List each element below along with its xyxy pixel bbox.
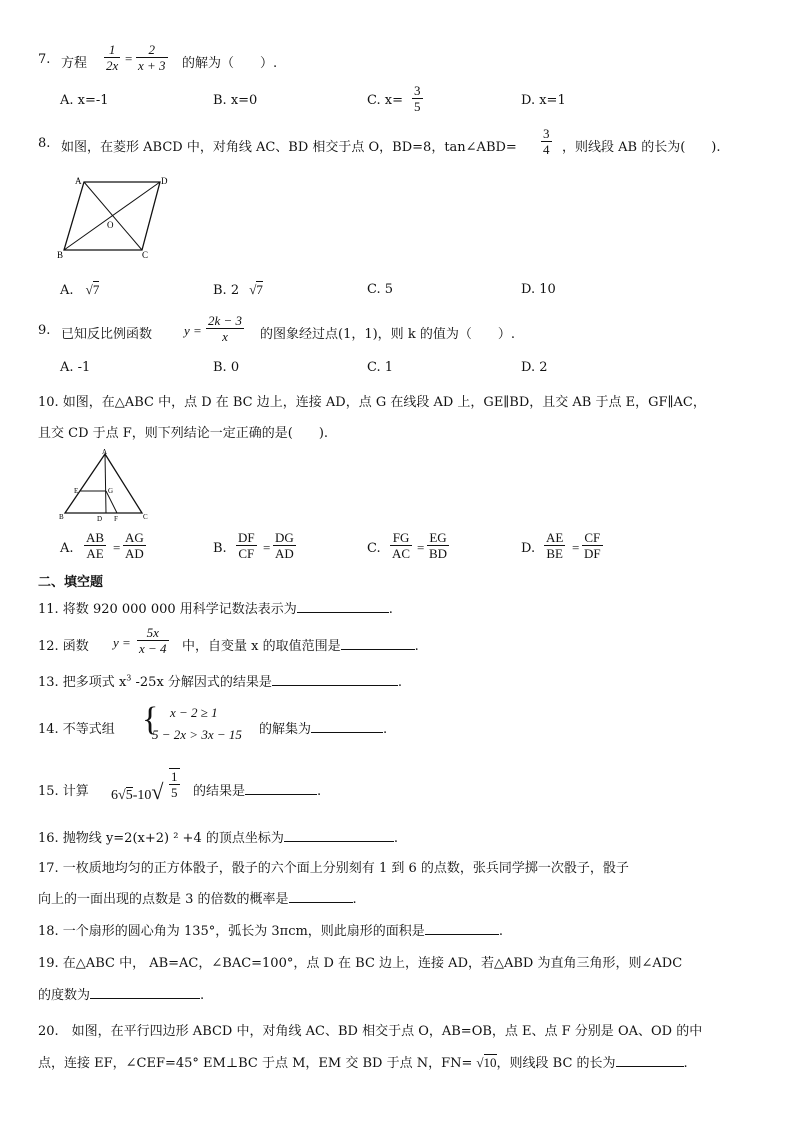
q7-fraction-2	[136, 42, 168, 73]
q7-tail: 的解为（ ）.	[182, 56, 278, 71]
q9-text-pre: 已知反比例函数	[61, 327, 153, 342]
q13-line	[38, 671, 402, 690]
q8-option-b	[213, 282, 263, 298]
fraction-numerator: 3	[543, 126, 550, 141]
q20-text-post: ，则线段 BC 的长为	[496, 1056, 616, 1071]
q8-text-pre: 如图，在菱形 ABCD 中，对角线 AC、BD 相交于点 O，BD=8，tan∠ABD=	[61, 140, 517, 155]
radicand: 7	[92, 282, 100, 297]
q10-line-1: 10. 如图，在△ABC 中，点 D 在 BC 边上，连接 AD，点 G 在线段 AD 上，GE∥BD，且交 AB 于点 E，GF∥AC，	[38, 395, 706, 410]
period: .	[414, 639, 419, 654]
fraction-numerator: 5x	[146, 625, 159, 640]
q10-option-b-frac-2	[273, 530, 296, 561]
radicand: 7	[256, 282, 263, 297]
period: .	[383, 722, 388, 737]
q14-post-line	[259, 718, 387, 737]
period: .	[317, 784, 322, 799]
sqrt-icon: √	[85, 282, 93, 297]
q18-text: 18. 一个扇形的圆心角为 135°，弧长为 3πcm，则此扇形的面积是	[38, 924, 425, 939]
q10-option-c-frac-2	[427, 530, 449, 561]
q20-text-pre: 点，连接 EF，∠CEF=45° EM⊥BC 于点 M，EM 交 BD 于点 N，FN=	[38, 1056, 473, 1071]
label-g: G	[108, 487, 114, 495]
q7-option-c-fraction	[412, 83, 423, 114]
period: .	[397, 675, 403, 690]
fraction-numerator: DF	[238, 530, 255, 545]
q10-option-a-equals: =	[113, 540, 121, 555]
fraction-denominator: x + 3	[138, 58, 166, 73]
fraction-numerator: DG	[275, 530, 294, 545]
q10-option-b-equals: =	[263, 540, 271, 555]
fraction-denominator: DF	[584, 546, 601, 561]
diagonal-ac	[84, 182, 142, 250]
q17-text: 向上的一面出现的点数是 3 的倍数的概率是	[38, 892, 289, 907]
answer-blank	[90, 986, 200, 999]
q9-fraction	[206, 313, 244, 344]
fraction-denominator: BE	[544, 545, 565, 561]
label-c: C	[142, 250, 149, 260]
label-a: A	[102, 448, 108, 456]
fraction-denominator: AD	[125, 546, 144, 561]
label-c: C	[143, 513, 148, 521]
q9-option-a: A. -1	[60, 360, 91, 375]
q15-post-line	[193, 780, 321, 799]
answer-blank	[425, 922, 499, 935]
q12-post: 中，自变量 x 的取值范围是	[182, 639, 341, 654]
q12-fraction	[137, 625, 169, 656]
q14-pre: 14. 不等式组	[38, 722, 115, 737]
fraction-numerator: AE	[546, 530, 564, 545]
coefficient: -10	[132, 788, 152, 803]
fraction-denominator: 5	[414, 99, 421, 114]
q13-post: -25x 分解因式的结果是	[131, 675, 272, 690]
q20-line-1: 20. 如图，在平行四边形 ABCD 中，对角线 AC、BD 相交于点 O，AB=OB，点 E、点 F 分别是 OA、OD 的中	[38, 1024, 703, 1039]
label-f: F	[114, 515, 118, 523]
answer-blank	[272, 673, 398, 686]
q15-pre: 15. 计算	[38, 784, 89, 799]
fraction-numerator: 2	[148, 42, 156, 57]
q8-number: 8.	[38, 136, 51, 151]
q9-number: 9.	[38, 323, 51, 338]
q7-fraction-1	[104, 42, 120, 73]
fraction-denominator: 5	[171, 785, 178, 800]
q10-option-c-equals: =	[417, 540, 425, 555]
period: .	[498, 924, 503, 939]
q10-option-c-letter: C.	[367, 541, 381, 556]
radicand: 10	[483, 1055, 497, 1070]
fraction-denominator: AE	[84, 545, 106, 561]
q18-line	[38, 920, 503, 939]
label-d: D	[97, 515, 103, 523]
period: .	[393, 831, 398, 846]
answer-blank	[311, 720, 383, 733]
q8-text-post: ，则线段 AB 的长为( ).	[562, 140, 721, 155]
q11-text: 11. 将数 920 000 000 用科学记数法表示为	[38, 602, 297, 617]
q19-line-1: 19. 在△ABC 中， AB=AC，∠BAC=100°，点 D 在 BC 边上，连接 AD，若△ABD 为直角三角形，则∠ADC	[38, 956, 683, 971]
q17-line-2	[38, 888, 357, 907]
q15-fraction	[169, 768, 180, 800]
fraction-numerator: AG	[125, 530, 144, 545]
fraction-numerator: EG	[429, 530, 447, 545]
q14-post: 的解集为	[259, 722, 312, 737]
option-letter: B. 2	[213, 283, 240, 298]
answer-blank	[616, 1054, 684, 1067]
answer-blank	[284, 829, 394, 842]
fraction-numerator: FG	[392, 530, 410, 545]
label-a: A	[75, 176, 82, 186]
q12-y-equals: y =	[113, 635, 131, 650]
q16-line	[38, 827, 398, 846]
period: .	[388, 602, 393, 617]
q17-line-1: 17. 一枚质地均匀的正方体骰子，骰子的六个面上分别刻有 1 到 6 的点数，张兵同学掷一次骰子，骰子	[38, 861, 629, 876]
fraction-denominator: x − 4	[139, 641, 167, 656]
q9-option-b: B. 0	[213, 360, 240, 375]
fraction-denominator: BD	[429, 546, 448, 561]
q19-line-2	[38, 984, 204, 1003]
q12-post-line	[182, 635, 419, 654]
fraction-denominator: x	[206, 328, 244, 344]
q10-option-d-frac-1	[544, 530, 565, 561]
fraction-numerator: 2k − 3	[208, 313, 243, 328]
fraction-numerator: CF	[584, 530, 601, 545]
label-b: B	[57, 250, 64, 260]
label-b: B	[59, 513, 64, 521]
q10-option-d-letter: D.	[521, 541, 536, 556]
answer-blank	[297, 600, 389, 613]
q9-y-equals: y =	[184, 323, 202, 338]
q10-option-a-frac-1	[84, 530, 106, 561]
q7-option-b: B. x=0	[213, 93, 258, 108]
q10-option-b-frac-1	[236, 530, 257, 561]
fraction-denominator: 4	[543, 142, 550, 157]
q10-line-2: 且交 CD 于点 F，则下列结论一定正确的是( ).	[38, 426, 329, 441]
fraction-numerator: 1	[108, 42, 116, 57]
label-o: O	[107, 220, 114, 230]
sqrt-icon: √	[118, 788, 126, 803]
q8-option-c: C. 5	[367, 282, 394, 297]
fraction-denominator: 2x	[106, 58, 119, 73]
q10-option-d-frac-2	[582, 530, 603, 561]
q10-option-d-equals: =	[572, 540, 580, 555]
q8-tan-fraction	[541, 126, 552, 157]
fraction-numerator: 1	[171, 769, 178, 784]
q15-post: 的结果是	[193, 784, 246, 799]
sqrt-icon: √	[476, 1055, 484, 1070]
q14-inequality-1: x − 2 ≥ 1	[170, 705, 218, 720]
period: .	[200, 988, 205, 1003]
section-title: 二、填空题	[38, 575, 104, 590]
period: .	[352, 892, 357, 907]
sqrt-icon: √	[249, 282, 257, 297]
fraction-numerator: 3	[414, 83, 421, 98]
triangle-abc	[65, 454, 142, 513]
q9-option-c: C. 1	[367, 360, 394, 375]
q9-option-d: D. 2	[521, 360, 548, 375]
q19-text: 的度数为	[38, 988, 91, 1003]
fraction-numerator: AB	[86, 530, 105, 545]
segment-ad	[105, 454, 106, 513]
diagonal-bd	[64, 182, 160, 250]
q10-option-b-letter: B.	[213, 541, 227, 556]
q16-text: 16. 抛物线 y=2(x+2) ² +4 的顶点坐标为	[38, 831, 284, 846]
q10-option-a-letter: A.	[60, 541, 74, 556]
radicand: 5	[125, 788, 133, 803]
label-d: D	[161, 176, 168, 186]
fraction-denominator: AD	[275, 546, 294, 561]
q13-exponent: 3	[126, 673, 132, 683]
q10-option-c-frac-1	[390, 530, 412, 561]
q7-option-a: A. x=-1	[60, 93, 109, 108]
q7-number: 7.	[38, 52, 51, 67]
fraction-denominator: AC	[392, 546, 411, 561]
q11-line	[38, 598, 393, 617]
answer-blank	[245, 782, 317, 795]
fraction-denominator: CF	[236, 545, 257, 561]
q9-text-post: 的图象经过点(1，1)，则 k 的值为（ ）.	[260, 327, 515, 342]
q8-option-a	[60, 282, 99, 298]
option-letter: A.	[60, 283, 74, 298]
q7-option-d: D. x=1	[521, 93, 566, 108]
q10-triangle-figure	[56, 448, 156, 524]
answer-blank	[289, 890, 353, 903]
q7-lead: 方程	[61, 56, 88, 71]
q15-expression	[111, 779, 163, 805]
coefficient: 6	[111, 788, 118, 803]
q14-inequality-2: 5 − 2x > 3x − 15	[152, 727, 242, 742]
q8-option-d: D. 10	[521, 282, 556, 297]
q12-pre: 12. 函数	[38, 639, 89, 654]
q7-option-c: C. x=	[367, 93, 403, 108]
q10-option-a-frac-2	[123, 530, 146, 561]
brace-icon: {	[142, 701, 159, 738]
q7-equals: =	[125, 51, 133, 66]
sqrt-icon: √	[151, 779, 164, 804]
answer-blank	[341, 637, 415, 650]
q20-line-2	[38, 1052, 688, 1071]
label-e: E	[74, 487, 79, 495]
q13-pre: 13. 把多项式 x	[38, 675, 127, 690]
period: .	[683, 1056, 688, 1071]
q8-rhombus-figure	[56, 172, 176, 262]
